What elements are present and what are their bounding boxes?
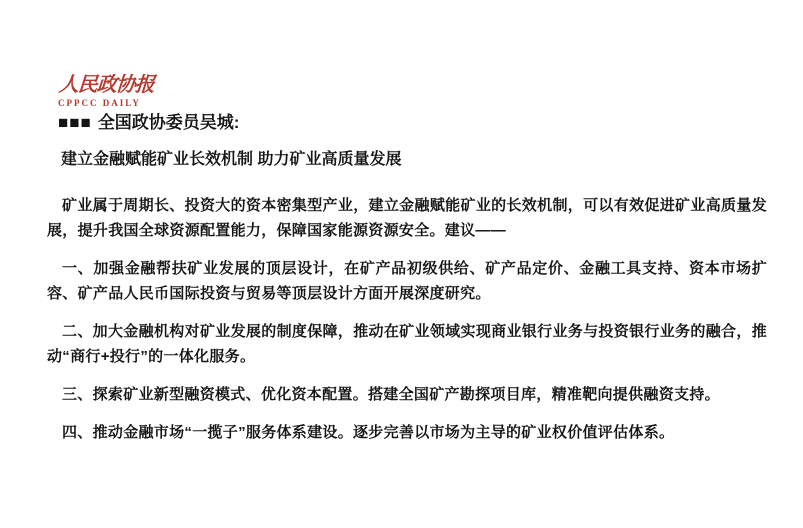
paragraph-point-4: 四、推动金融市场“一揽子”服务体系建设。逐步完善以市场为主导的矿业权价值评估体系。 (62, 424, 675, 441)
logo-english-wordmark: CPPCC DAILY (58, 98, 141, 108)
paragraph-point-2: 二、加大金融机构对矿业发展的制度保障，推动在矿业领域实现商业银行业务与投资银行业务的融合，推动“商行+投行”的一体化服务。 (47, 323, 767, 365)
paragraph-point-3: 三、探索矿业新型融资模式、优化资本配置。搭建全国矿产勘探项目库，精准靶向提供融资支持。 (62, 386, 720, 403)
article-title: 建立金融赋能矿业长效机制 助力矿业高质量发展 (61, 151, 402, 168)
black-squares-icon: ■■■ (58, 113, 92, 132)
byline-text: 全国政协委员吴城: (97, 113, 240, 132)
byline (47, 112, 767, 133)
cppcc-daily-logo (58, 74, 153, 108)
logo-chinese-wordmark: 人民政协报 (58, 74, 155, 96)
paragraph-intro: 矿业属于周期长、投资大的资本密集型产业，建立金融赋能矿业的长效机制，可以有效促进矿业高质量发展，提升我国全球资源配置能力，保障国家能源资源安全。建议—— (47, 197, 767, 239)
article-content (47, 112, 767, 445)
paragraph-point-1: 一、加强金融帮扶矿业发展的顶层设计，在矿产品初级供给、矿产品定价、金融工具支持、资本市场扩容、矿产品人民币国际投资与贸易等顶层设计方面开展深度研究。 (47, 260, 767, 302)
